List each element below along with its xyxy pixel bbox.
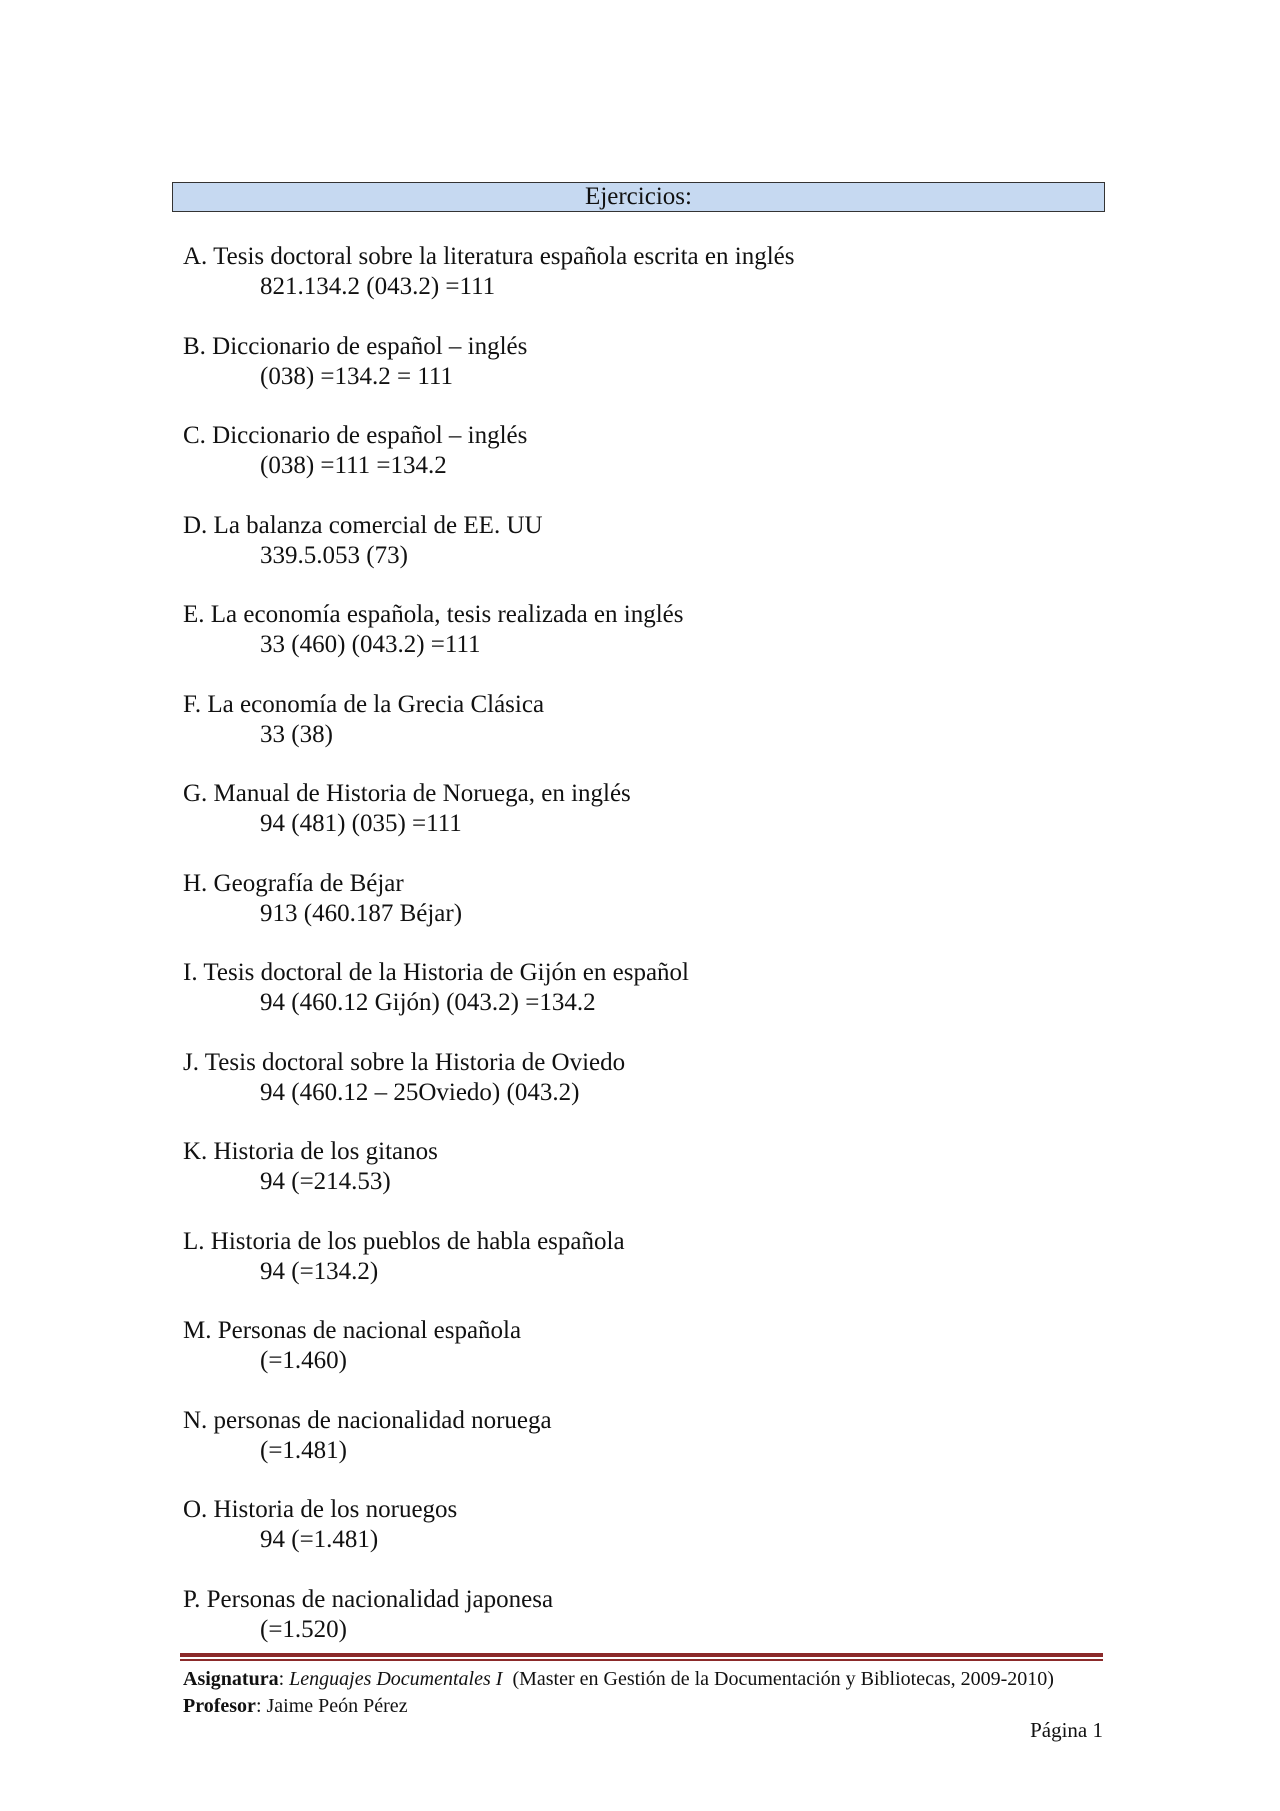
exercise-code: 33 (460) (043.2) =111 [260,631,481,658]
exercise-item [183,332,1103,422]
exercise-code: 33 (38) [260,720,333,748]
exercise-item [183,1406,1103,1496]
exercise-item [183,779,1103,869]
exercise-code: 339.5.053 (73) [260,541,408,569]
exercise-title: O. Historia de los noruegos [183,1496,458,1523]
subject-separator: : [278,1668,290,1690]
exercise-list [183,242,1103,1674]
exercise-title: C. Diccionario de español – inglés [183,422,528,449]
exercise-item [183,1048,1103,1138]
exercise-title: A. Tesis doctoral sobre la literatura española escrita en inglés [183,243,795,270]
exercise-title: H. Geografía de Béjar [183,869,404,897]
subject-name: Lenguajes Documentales I [289,1668,503,1690]
exercise-code: 913 (460.187 Béjar) [260,899,463,927]
exercise-code: (=1.481) [260,1436,347,1464]
exercise-title: G. Manual de Historia de Noruega, en inglés [183,780,631,807]
subject-detail: (Master en Gestión de la Documentación y Bibliotecas, 2009-2010) [502,1668,1059,1690]
exercise-code: (=1.460) [260,1347,347,1374]
exercise-code: 94 (481) (035) =111 [260,810,462,837]
footer-course-info [183,1666,1103,1720]
exercise-title: I. Tesis doctoral de la Historia de Gijón en español [183,959,689,986]
footer-divider [180,1653,1103,1661]
professor-label: Profesor [183,1695,256,1717]
exercise-title: N. personas de nacionalidad noruega [183,1406,552,1434]
exercise-title: M. Personas de nacional española [183,1317,522,1344]
exercise-title: D. La balanza comercial de EE. UU [183,511,543,539]
footer-divider-thin [180,1659,1103,1661]
exercise-title: P. Personas de nacionalidad japonesa [183,1585,554,1613]
exercise-title: F. La economía de la Grecia Clásica [183,690,545,718]
exercise-title: L. Historia de los pueblos de habla española [183,1227,625,1255]
exercise-code: 94 (=1.481) [260,1526,379,1553]
professor-name: Jaime Peón Pérez [266,1695,408,1717]
subject-label: Asignatura [183,1668,279,1690]
exercise-item [183,511,1103,601]
exercise-title: J. Tesis doctoral sobre la Historia de Oviedo [183,1048,626,1076]
exercise-code: 821.134.2 (043.2) =111 [260,273,496,300]
exercise-code: 94 (=134.2) [260,1257,379,1285]
exercise-code: 94 (460.12 – 25Oviedo) (043.2) [260,1078,580,1106]
exercises-heading-label: Ejercicios: [585,183,692,210]
exercise-code: 94 (=214.53) [260,1168,391,1195]
page-number: Página 1 [1030,1718,1103,1742]
professor-separator: : [255,1695,267,1717]
exercise-title: E. La economía española, tesis realizada en inglés [183,601,684,628]
exercise-item [183,1495,1103,1585]
exercise-code: (038) =134.2 = 111 [260,362,453,390]
exercise-item [183,1137,1103,1227]
exercise-item [183,869,1103,959]
exercise-code: (038) =111 =134.2 [260,452,447,479]
exercise-item [183,242,1103,332]
footer-divider-thick [180,1653,1103,1657]
exercise-item [183,1227,1103,1317]
exercise-item [183,958,1103,1048]
exercise-item [183,421,1103,511]
exercise-title: B. Diccionario de español – inglés [183,332,528,360]
exercise-item [183,600,1103,690]
exercises-heading [172,182,1105,212]
exercise-item [183,690,1103,780]
exercise-code: 94 (460.12 Gijón) (043.2) =134.2 [260,989,596,1016]
exercise-item [183,1316,1103,1406]
exercise-title: K. Historia de los gitanos [183,1138,438,1165]
exercise-code: (=1.520) [260,1615,347,1643]
